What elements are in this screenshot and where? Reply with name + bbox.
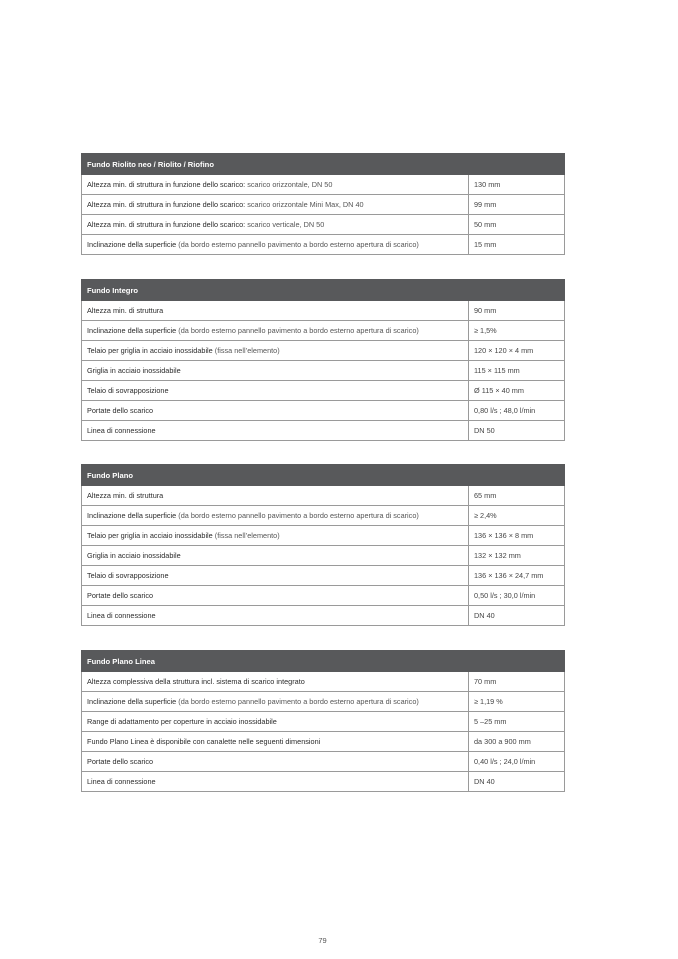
spec-value: 0,80 l/s ; 48,0 l/min	[469, 401, 565, 421]
spec-label-cell	[82, 692, 469, 712]
spec-label: Altezza min. di struttura in funzione dello scarico:	[87, 220, 246, 229]
spec-label-cell	[82, 606, 469, 626]
spec-table-plano	[81, 464, 565, 626]
spec-value: 130 mm	[469, 175, 565, 195]
spec-label: Linea di connessione	[87, 611, 156, 620]
spec-label-cell	[82, 195, 469, 215]
table-row	[82, 486, 565, 506]
spec-label: Linea di connessione	[87, 426, 156, 435]
spec-label: Griglia in acciaio inossidabile	[87, 551, 181, 560]
spec-label: Telaio per griglia in acciaio inossidabile	[87, 346, 213, 355]
spec-value: 99 mm	[469, 195, 565, 215]
spec-note: (da bordo esterno pannello pavimento a bordo esterno apertura di scarico)	[176, 240, 419, 249]
spec-label: Griglia in acciaio inossidabile	[87, 366, 181, 375]
spec-value: 65 mm	[469, 486, 565, 506]
spec-label-cell	[82, 772, 469, 792]
spec-value: ≥ 2,4%	[469, 506, 565, 526]
spec-label: Inclinazione della superficie	[87, 697, 177, 706]
spec-label: Inclinazione della superficie	[87, 240, 177, 249]
table-row	[82, 526, 565, 546]
table-row	[82, 421, 565, 441]
spec-note: (da bordo esterno pannello pavimento a bordo esterno apertura di scarico)	[176, 326, 419, 335]
spec-label-cell	[82, 235, 469, 255]
spec-value: ≥ 1,5%	[469, 321, 565, 341]
spec-value: 115 × 115 mm	[469, 361, 565, 381]
spec-note: scarico orizzontale Mini Max, DN 40	[245, 200, 364, 209]
table-row	[82, 215, 565, 235]
spec-label: Portate dello scarico	[87, 591, 154, 600]
table-row	[82, 732, 565, 752]
spec-label: Linea di connessione	[87, 777, 156, 786]
table-row	[82, 712, 565, 732]
table-row	[82, 381, 565, 401]
spec-value: 132 × 132 mm	[469, 546, 565, 566]
spec-label: Portate dello scarico	[87, 757, 154, 766]
table-title: Fundo Plano	[82, 465, 565, 486]
spec-label-cell	[82, 175, 469, 195]
spec-label-cell	[82, 321, 469, 341]
spec-label: Altezza min. di struttura in funzione dello scarico:	[87, 200, 246, 209]
spec-value: 0,40 l/s ; 24,0 l/min	[469, 752, 565, 772]
spec-table-integro	[81, 279, 565, 441]
spec-label-cell	[82, 546, 469, 566]
table-row	[82, 195, 565, 215]
spec-label-cell	[82, 486, 469, 506]
table-title: Fundo Plano Linea	[82, 651, 565, 672]
table-title: Fundo Riolito neo / Riolito / Riofino	[82, 154, 565, 175]
spec-label-cell	[82, 341, 469, 361]
spec-label-cell	[82, 506, 469, 526]
table-row	[82, 301, 565, 321]
spec-label: Portate dello scarico	[87, 406, 154, 415]
spec-note: (fissa nell’elemento)	[212, 346, 280, 355]
spec-table-plano-linea	[81, 650, 565, 792]
table-title: Fundo Integro	[82, 280, 565, 301]
spec-label-cell	[82, 586, 469, 606]
spec-label-cell	[82, 566, 469, 586]
spec-label: Altezza min. di struttura in funzione dello scarico:	[87, 180, 246, 189]
table-row	[82, 235, 565, 255]
spec-value: ≥ 1,19 %	[469, 692, 565, 712]
spec-value: DN 50	[469, 421, 565, 441]
table-row	[82, 175, 565, 195]
spec-label-cell	[82, 401, 469, 421]
spec-value: 5 –25 mm	[469, 712, 565, 732]
spec-label: Fundo Plano Linea è disponibile con canalette nelle seguenti dimensioni	[87, 737, 321, 746]
spec-label: Telaio per griglia in acciaio inossidabile	[87, 531, 213, 540]
spec-value: 15 mm	[469, 235, 565, 255]
spec-value: 0,50 l/s ; 30,0 l/min	[469, 586, 565, 606]
table-row	[82, 321, 565, 341]
table-row	[82, 672, 565, 692]
spec-label-cell	[82, 732, 469, 752]
spec-note: (da bordo esterno pannello pavimento a bordo esterno apertura di scarico)	[176, 697, 419, 706]
spec-value: da 300 a 900 mm	[469, 732, 565, 752]
spec-value: 70 mm	[469, 672, 565, 692]
spec-label-cell	[82, 421, 469, 441]
spec-value: 120 × 120 × 4 mm	[469, 341, 565, 361]
spec-label: Inclinazione della superficie	[87, 326, 177, 335]
spec-value: DN 40	[469, 772, 565, 792]
spec-label-cell	[82, 381, 469, 401]
spec-label-cell	[82, 672, 469, 692]
spec-label-cell	[82, 301, 469, 321]
spec-label: Range di adattamento per coperture in acciaio inossidabile	[87, 717, 277, 726]
spec-value: 90 mm	[469, 301, 565, 321]
table-row	[82, 772, 565, 792]
table-row	[82, 506, 565, 526]
spec-label-cell	[82, 752, 469, 772]
spec-label: Telaio di sovrapposizione	[87, 386, 169, 395]
spec-note: scarico orizzontale, DN 50	[245, 180, 333, 189]
spec-label-cell	[82, 526, 469, 546]
spec-label-cell	[82, 361, 469, 381]
table-row	[82, 341, 565, 361]
table-row	[82, 401, 565, 421]
spec-value: 136 × 136 × 8 mm	[469, 526, 565, 546]
spec-value: DN 40	[469, 606, 565, 626]
spec-value: 50 mm	[469, 215, 565, 235]
spec-note: (fissa nell’elemento)	[212, 531, 280, 540]
spec-value: Ø 115 × 40 mm	[469, 381, 565, 401]
table-row	[82, 752, 565, 772]
spec-table-riolito	[81, 153, 565, 255]
spec-label: Inclinazione della superficie	[87, 511, 177, 520]
table-row	[82, 361, 565, 381]
page-number: 79	[318, 936, 327, 945]
spec-note: (da bordo esterno pannello pavimento a bordo esterno apertura di scarico)	[176, 511, 419, 520]
spec-value: 136 × 136 × 24,7 mm	[469, 566, 565, 586]
table-row	[82, 546, 565, 566]
table-row	[82, 692, 565, 712]
table-row	[82, 606, 565, 626]
spec-label: Altezza complessiva della struttura incl. sistema di scarico integrato	[87, 677, 305, 686]
spec-label-cell	[82, 215, 469, 235]
spec-label: Telaio di sovrapposizione	[87, 571, 169, 580]
table-row	[82, 586, 565, 606]
spec-note: scarico verticale, DN 50	[245, 220, 325, 229]
spec-label: Altezza min. di struttura	[87, 491, 164, 500]
table-row	[82, 566, 565, 586]
spec-label-cell	[82, 712, 469, 732]
spec-label: Altezza min. di struttura	[87, 306, 164, 315]
